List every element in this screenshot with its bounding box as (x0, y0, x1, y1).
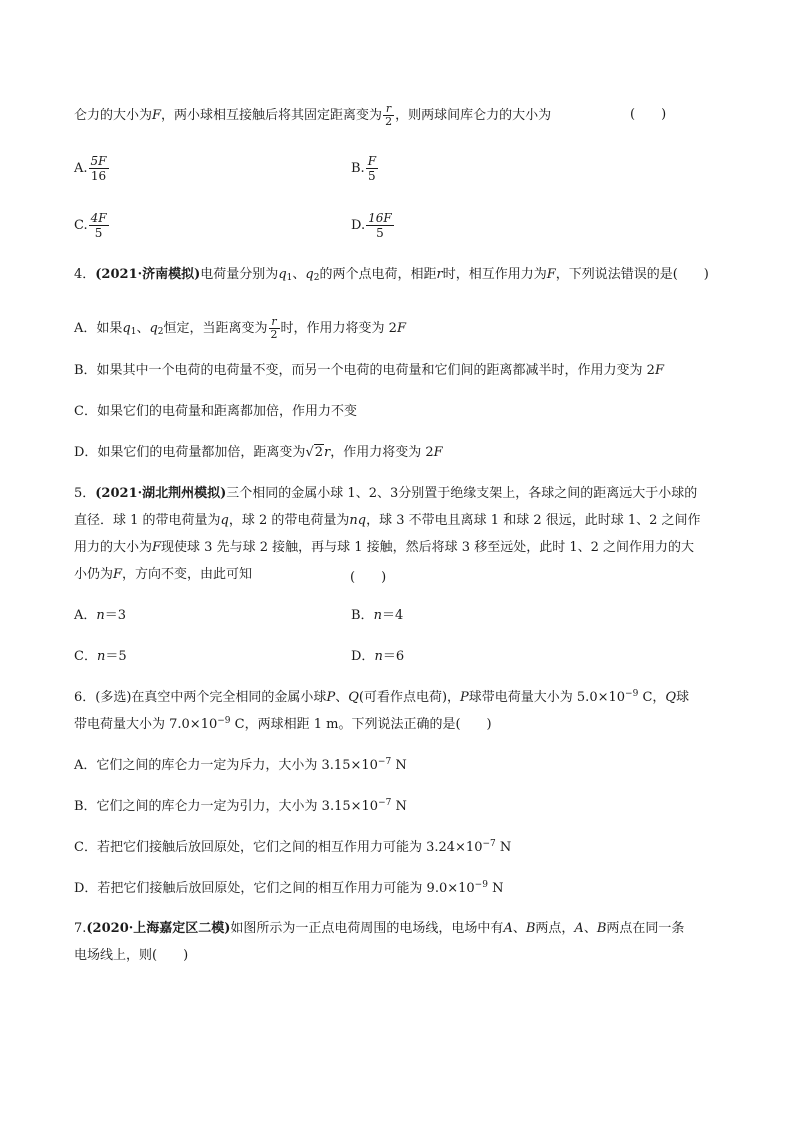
sqrt-symbol: √2 (305, 445, 324, 460)
q3-stem-fraction: $\frac{r}{2}$ (385, 102, 393, 128)
q3-answer-paren: ( ) (630, 107, 667, 122)
q4-source: (2021·济南模拟) (95, 267, 201, 282)
q5-answer-paren: ( ) (350, 570, 387, 585)
q5-option-a: A．n＝3 (74, 608, 127, 623)
q6-option-c: C．若把它们接触后放回原处，它们之间的相互作用力可能为 $3.24\times 10^{-7}$ N (74, 839, 512, 855)
q3-stem: 仑力的大小为F，两小球相互接触后将其固定距离变为 $\frac{r}{2}$ ，则两球间库仑力的大小为 (74, 102, 552, 128)
q5-line-2: 直径．球 1 的带电荷量为q，球 2 的带电荷量为nq，球 3 不带电且离球 1 和球 2 很远，此时球 1、2 之间作 (74, 513, 701, 528)
q3-option-a: A. $\frac{5F}{16}$ (74, 154, 107, 183)
q3-option-b: B. $\frac{F}{5}$ (351, 154, 377, 183)
q7-source: (2020·上海嘉定区二模) (86, 921, 231, 936)
q4-option-b: B．如果其中一个电荷的电荷量不变，而另一个电荷的电荷量和它们间的距离都减半时，作用力变为 2F (74, 363, 664, 378)
q6-line-1: 6．(多选)在真空中两个完全相同的金属小球P、Q(可看作点电荷)，P球带电荷量大小为 $5.0\times 10^{-9}$ C，Q球 (74, 689, 690, 705)
q4-option-a: A．如果$q_1$、$q_2$恒定，当距离变为 $\frac{r}{2}$ 时，作用力将变为 2F (74, 315, 406, 341)
q4-option-c: C．如果它们的电荷量和距离都加倍，作用力不变 (74, 404, 357, 419)
q4-stem: 4．(2021·济南模拟)电荷量分别为$q_1$、$q_2$的两个点电荷，相距r时，相互作用力为F，下列说法错误的是( ) (74, 267, 709, 283)
q5-option-c: C．n＝5 (74, 649, 127, 664)
q5-line-1: 5．(2021·湖北荆州模拟)三个相同的金属小球 1、2、3分别置于绝缘支架上，各球之间的距离远大于小球的 (74, 486, 698, 501)
q4-option-d: D．如果它们的电荷量都加倍，距离变为√2r，作用力将变为 2F (74, 445, 443, 460)
q5-option-d: D．n＝6 (351, 649, 405, 664)
q3-option-d: D. $\frac{16F}{5}$ (351, 211, 392, 240)
q5-line-3: 用力的大小为F现使球 3 先与球 2 接触，再与球 1 接触，然后将球 3 移至远处，此时 1、2 之间作用力的大 (74, 540, 694, 555)
q5-option-b: B．n＝4 (351, 608, 404, 623)
q6-line-2: 带电荷量大小为 $7.0\times 10^{-9}$ C，两球相距 1 m。下列说法正确的是( ) (74, 716, 492, 732)
q5-line-4: 小仍为F，方向不变，由此可知 (74, 567, 253, 582)
q6-option-a: A．它们之间的库仑力一定为斥力，大小为 $3.15\times 10^{-7}$ N (74, 757, 407, 773)
q6-option-b: B．它们之间的库仑力一定为引力，大小为 $3.15\times 10^{-7}$ N (74, 798, 407, 814)
q7-line-2: 电场线上，则( ) (74, 948, 189, 963)
q7-line-1: 7.(2020·上海嘉定区二模)如图所示为一正点电荷周围的电场线，电场中有A、B两点，A、B两点在同一条 (74, 921, 685, 936)
q6-option-d: D．若把它们接触后放回原处，它们之间的相互作用力可能为 $9.0\times 10^{-9}$ N (74, 880, 504, 896)
q5-source: (2021·湖北荆州模拟) (95, 486, 227, 501)
q3-option-c: C. $\frac{4F}{5}$ (74, 211, 107, 240)
